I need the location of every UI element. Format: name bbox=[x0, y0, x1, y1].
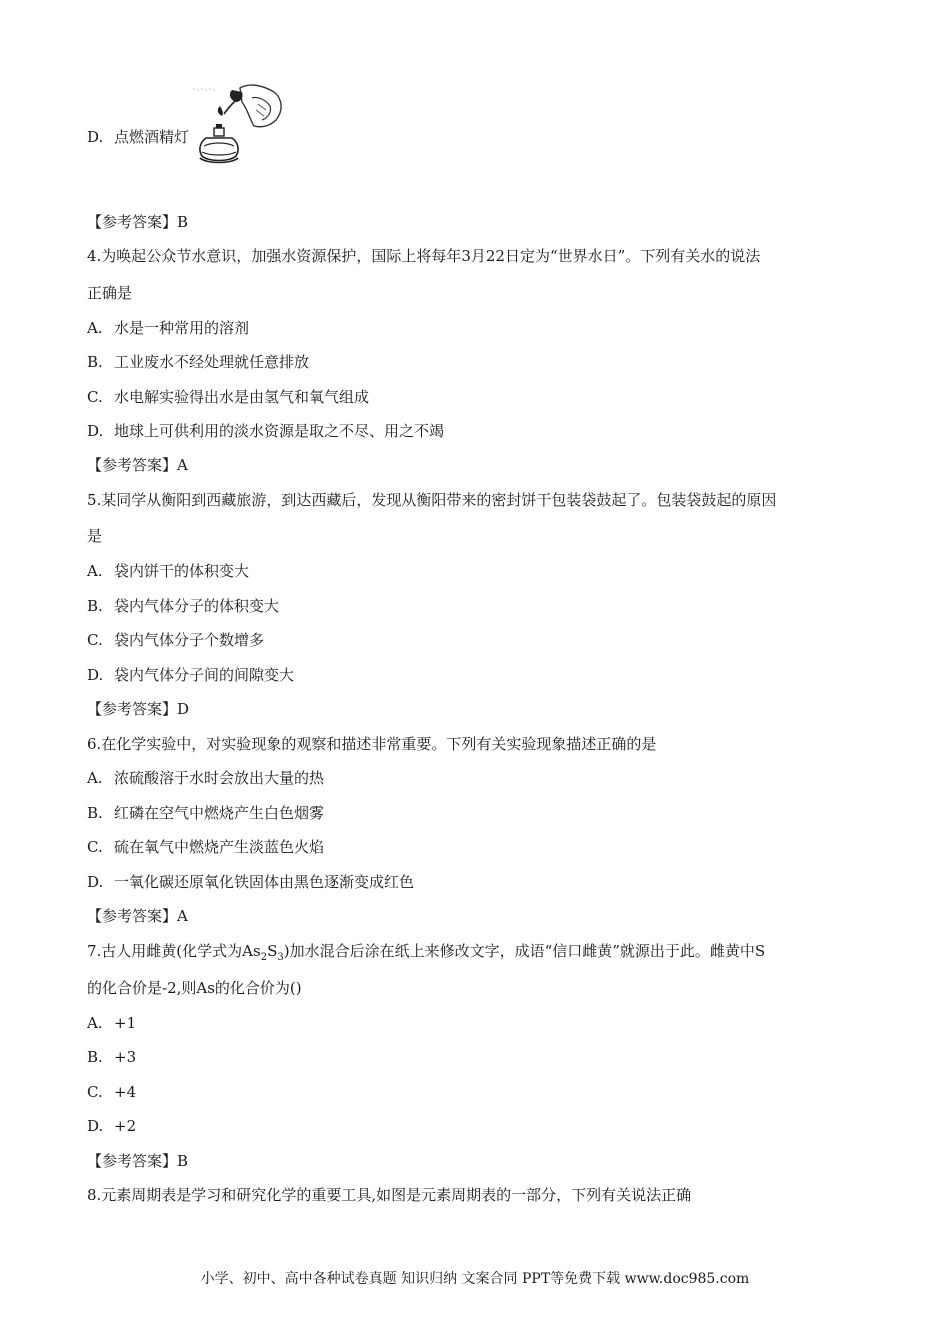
option-letter: B. bbox=[87, 804, 103, 822]
option-text: 硫在氧气中燃烧产生淡蓝色火焰 bbox=[114, 838, 325, 856]
q4-stem-line2: 正确是 bbox=[87, 284, 133, 302]
answer-label: 【参考答案】 bbox=[87, 456, 178, 474]
answer-label: 【参考答案】 bbox=[87, 907, 178, 925]
option-text: 袋内气体分子的体积变大 bbox=[114, 597, 280, 615]
answer-value: B bbox=[177, 1152, 189, 1170]
option-text: 红磷在空气中燃烧产生白色烟雾 bbox=[114, 804, 325, 822]
q5-option-b bbox=[87, 596, 279, 616]
q4-option-a bbox=[87, 318, 249, 338]
subscript-3: 3 bbox=[277, 952, 284, 963]
q7-stem-line1 bbox=[87, 941, 765, 961]
q6-answer bbox=[87, 906, 188, 926]
q7-stem-mid: S bbox=[267, 942, 278, 960]
option-letter: A. bbox=[87, 319, 103, 337]
option-letter: C. bbox=[87, 838, 103, 856]
q5-answer bbox=[87, 699, 189, 719]
option-letter: C. bbox=[87, 1083, 103, 1101]
page-footer: 小学、初中、高中各种试卷真题 知识归纳 文案合同 PPT等免费下载 www.doc985.com bbox=[200, 1271, 750, 1287]
option-letter: D. bbox=[87, 128, 104, 146]
q3-option-d bbox=[87, 127, 189, 147]
q7-option-a bbox=[87, 1013, 136, 1033]
option-letter: D. bbox=[87, 1117, 104, 1135]
option-letter: D. bbox=[87, 873, 104, 891]
option-text: +4 bbox=[114, 1083, 137, 1101]
answer-label: 【参考答案】 bbox=[87, 1152, 178, 1170]
option-letter: B. bbox=[87, 353, 103, 371]
option-text: 水是一种常用的溶剂 bbox=[114, 319, 250, 337]
q7-option-d bbox=[87, 1116, 136, 1136]
option-letter: B. bbox=[87, 597, 103, 615]
q5-option-c bbox=[87, 630, 264, 650]
q7-option-b bbox=[87, 1047, 136, 1067]
answer-value: D bbox=[177, 700, 190, 718]
q6-stem-line1: 6.在化学实验中，对实验现象的观察和描述非常重要。下列有关实验现象描述正确的是 bbox=[87, 735, 657, 753]
q7-stem-pre: 7.古人用雌黄(化学式为As bbox=[87, 942, 261, 960]
answer-value: B bbox=[177, 213, 189, 231]
answer-label: 【参考答案】 bbox=[87, 213, 178, 231]
q5-stem-line2: 是 bbox=[87, 527, 103, 545]
q3-answer bbox=[87, 212, 188, 232]
subscript-2: 2 bbox=[260, 952, 268, 963]
q5-option-d bbox=[87, 665, 294, 685]
q7-answer bbox=[87, 1151, 188, 1171]
q4-option-d bbox=[87, 421, 444, 441]
answer-value: A bbox=[177, 907, 188, 925]
option-letter: D. bbox=[87, 422, 104, 440]
option-text: +1 bbox=[114, 1014, 137, 1032]
q5-stem-line1: 5.某同学从衡阳到西藏旅游，到达西藏后，发现从衡阳带来的密封饼干包装袋鼓起了。包装袋鼓起的原因 bbox=[87, 491, 777, 509]
q4-stem-line1: 4.为唤起公众节水意识，加强水资源保护，国际上将每年3月22日定为“世界水日”。下列有关水的说法 bbox=[87, 247, 761, 265]
lighting-alcohol-lamp-illustration bbox=[192, 80, 292, 168]
q8-stem-line1: 8.元素周期表是学习和研究化学的重要工具,如图是元素周期表的一部分，下列有关说法正确 bbox=[87, 1186, 692, 1204]
option-letter: D. bbox=[87, 666, 104, 684]
answer-label: 【参考答案】 bbox=[87, 700, 178, 718]
q7-stem-line2: 的化合价是-2,则As的化合价为() bbox=[87, 979, 302, 997]
option-text: 浓硫酸溶于水时会放出大量的热 bbox=[114, 769, 325, 787]
answer-value: A bbox=[177, 456, 188, 474]
option-letter: B. bbox=[87, 1048, 103, 1066]
q6-option-b bbox=[87, 803, 324, 823]
q6-option-c bbox=[87, 837, 324, 857]
q6-option-a bbox=[87, 768, 324, 788]
q7-option-c bbox=[87, 1082, 136, 1102]
q7-stem-post: )加水混合后涂在纸上来修改文字，成语“信口雌黄”就源出于此。雌黄中S bbox=[283, 942, 766, 960]
option-text: +2 bbox=[114, 1117, 137, 1135]
option-letter: A. bbox=[87, 769, 103, 787]
option-letter: A. bbox=[87, 1014, 103, 1032]
option-text: +3 bbox=[114, 1048, 137, 1066]
option-text: 点燃酒精灯 bbox=[114, 128, 190, 146]
q4-option-c bbox=[87, 387, 369, 407]
option-text: 工业废水不经处理就任意排放 bbox=[114, 353, 310, 371]
option-text: 袋内饼干的体积变大 bbox=[114, 562, 250, 580]
option-text: 地球上可供利用的淡水资源是取之不尽、用之不竭 bbox=[114, 422, 445, 440]
option-letter: C. bbox=[87, 388, 103, 406]
option-text: 水电解实验得出水是由氢气和氧气组成 bbox=[114, 388, 370, 406]
q4-option-b bbox=[87, 352, 309, 372]
option-text: 袋内气体分子个数增多 bbox=[114, 631, 265, 649]
option-text: 袋内气体分子间的间隙变大 bbox=[114, 666, 295, 684]
option-text: 一氧化碳还原氧化铁固体由黑色逐渐变成红色 bbox=[114, 873, 415, 891]
q6-option-d bbox=[87, 872, 414, 892]
option-letter: A. bbox=[87, 562, 103, 580]
option-letter: C. bbox=[87, 631, 103, 649]
q5-option-a bbox=[87, 561, 249, 581]
q4-answer bbox=[87, 455, 188, 475]
